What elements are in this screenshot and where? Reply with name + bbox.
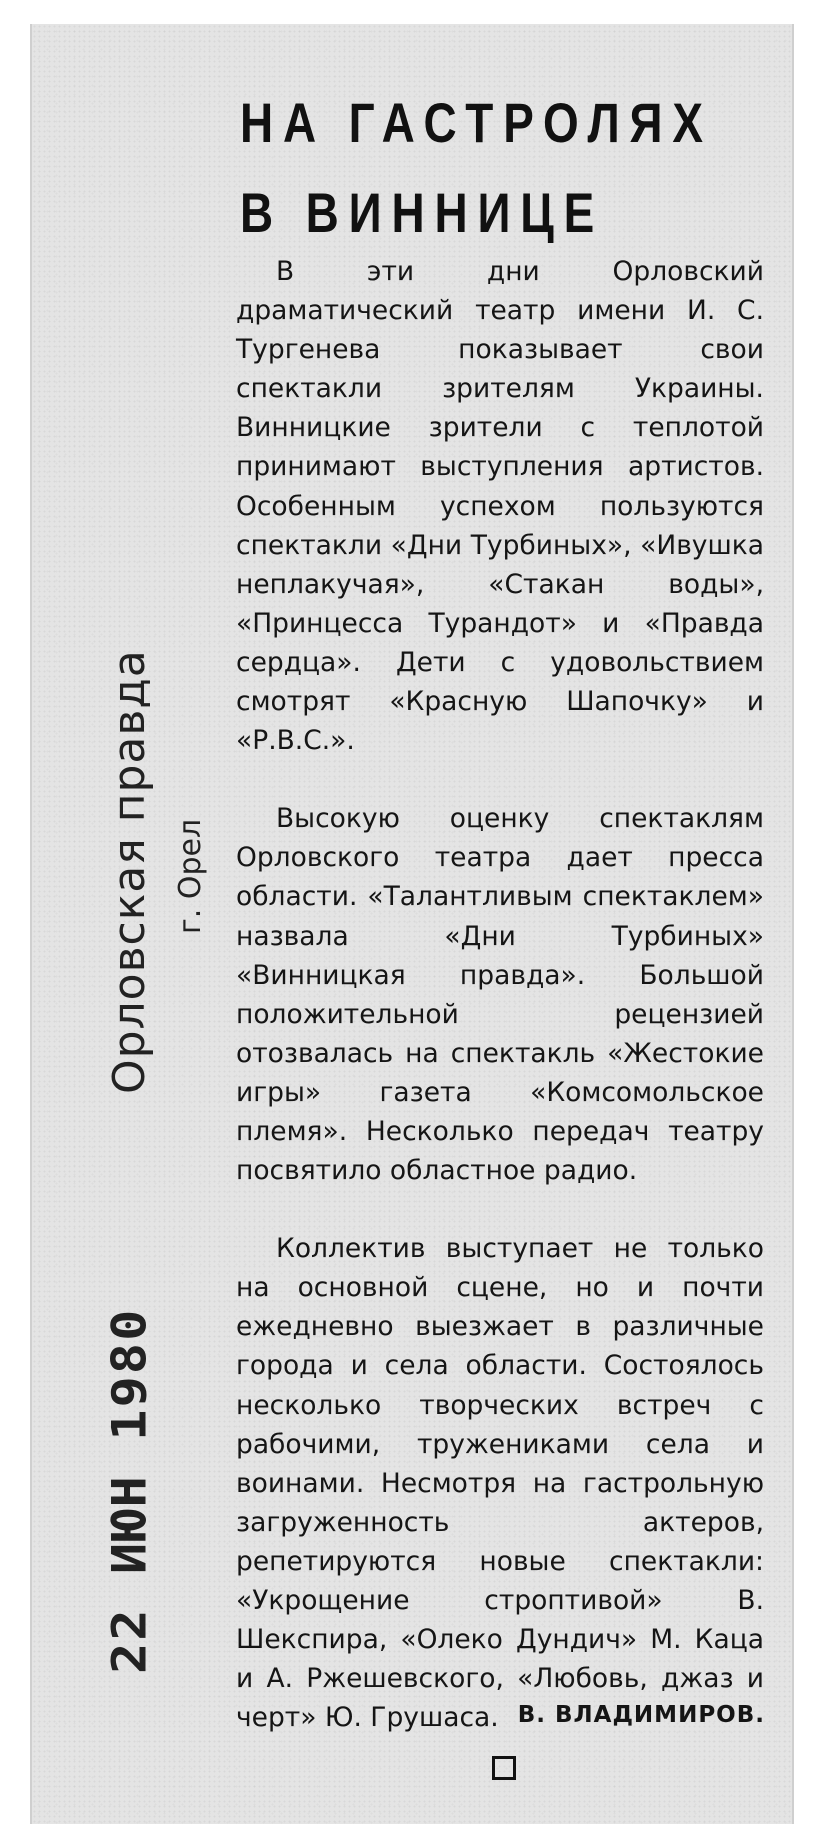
article-paragraph-2: Высокую оценку спектаклям Орловского театра дает пресса области. «Талантливым спектаклем» назвала «Дни Турбиных» «Винницкая правда». Большой положительной рецензией отозвалась на спектакль «Жестокие игры» газета «Комсомольское племя». Несколько передач театру посвятило областное радио. [236,803,764,1187]
article-headline [240,78,713,258]
stamp-city: г. Орел [173,818,208,934]
article-author: В. ВЛАДИМИРОВ. [517,1702,765,1728]
stamp-newspaper-name: Орловская правда [104,649,155,1094]
archive-stamp [94,524,234,1674]
article-paragraph-3: Коллектив выступает не только на основной сцене, но и почти ежедневно выезжает в различные города и села области. Состоялось несколько творческих встреч с рабочими, тружениками села и воинами. Несмотря на гастрольную загруженность актеров, репетируются новые спектакли: «Укрощение строптивой» В. Шекспира, «Олеко Дундич» М. Каца и А. Ржешевского, «Любовь, джаз и черт» Ю. Грушаса. [236,1233,764,1734]
stamp-date: 22 ИЮН 1980 [103,1307,157,1674]
end-of-article-mark [492,1756,516,1780]
article-body [236,252,764,1776]
headline-line-2: В ВИННИЦЕ [240,181,605,244]
article-paragraph-1: В эти дни Орловский драматический театр имени И. С. Тургенева показывает свои спектакли зрителям Украины. Винницкие зрители с теплотой принимают выступления артистов. Особенным успехом пользуются спектакли «Дни Турбиных», «Ивушка неплакучая», «Стакан воды», «Принцесса Турандот» и «Правда сердца». Дети с удовольствием смотрят «Красную Шапочку» и «Р.В.С.». [236,256,764,757]
headline-line-1: НА ГАСТРОЛЯХ [240,91,713,154]
